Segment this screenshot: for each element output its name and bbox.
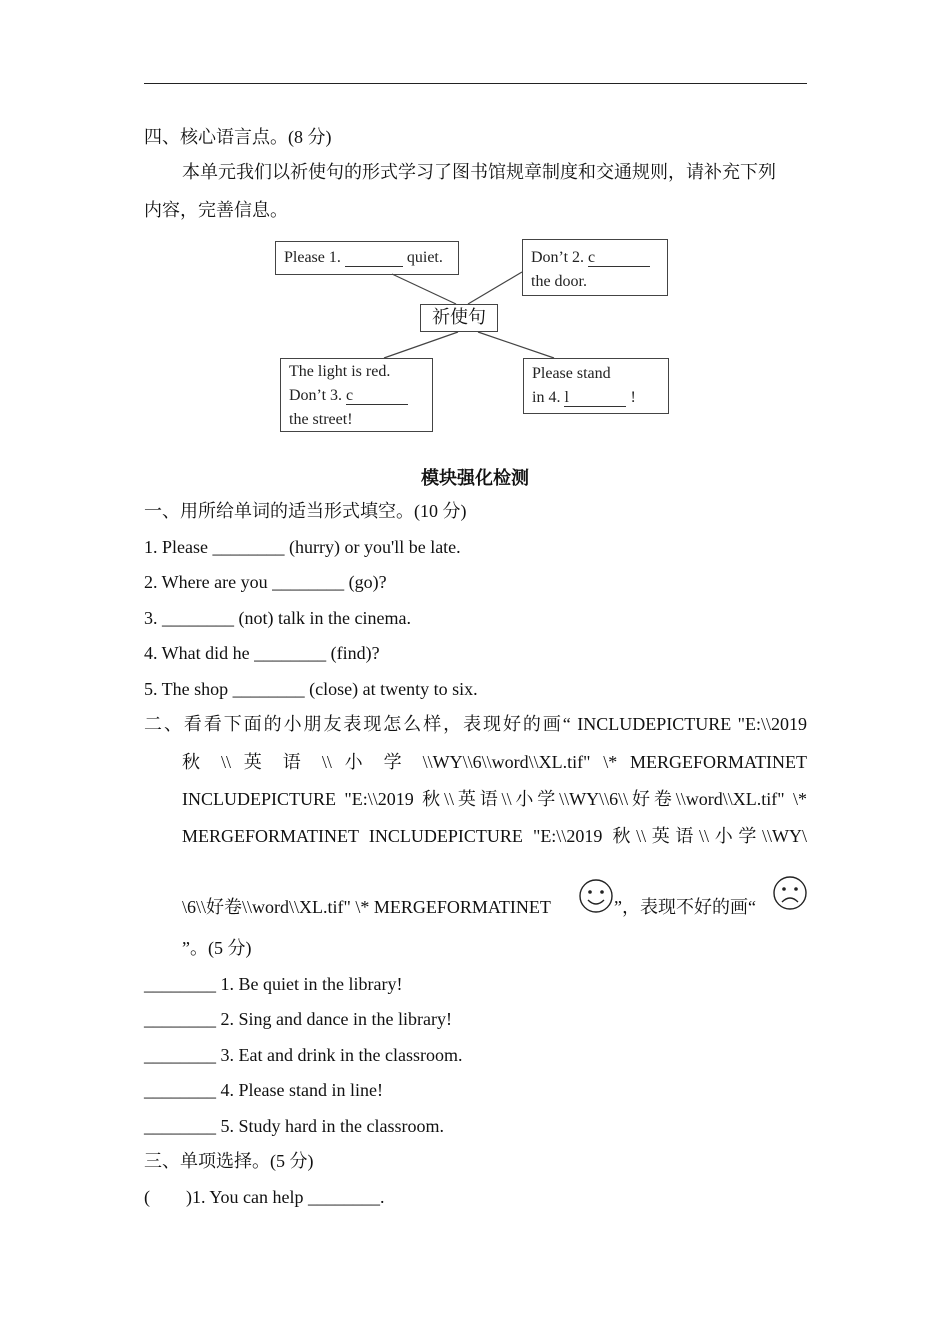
blank-3-letter: c: [346, 387, 354, 404]
part1-item-4: 4. What did he ________ (find)?: [144, 643, 380, 663]
part2-line-5-tail: ”，表现不好的画“: [614, 897, 756, 917]
diagram-box-3: [280, 358, 433, 432]
section4-heading: 四、核心语言点。(8 分): [144, 127, 332, 147]
box3-suffix: the street!: [289, 411, 353, 428]
part3-item-1: ( )1. You can help ________.: [144, 1187, 385, 1207]
diagram-box-2: [522, 239, 668, 296]
section4-intro-line1: 本单元我们以祈使句的形式学习了图书馆规章制度和交通规则，请补充下列: [182, 162, 776, 182]
part2-line-6: ”。(5 分): [182, 938, 252, 958]
box4-suffix: !: [630, 389, 636, 406]
part2-line-2: 秋 \\ 英 语 \\ 小 学 \\WY\\6\\word\\XL.tif" \* MERGEFORMATINET: [182, 752, 807, 772]
blank-4-letter: l: [564, 389, 569, 406]
box2-prefix: Don’t 2.: [531, 249, 585, 266]
sad-face-icon: [772, 875, 808, 911]
part3-heading: 三、单项选择。(5 分): [144, 1151, 314, 1171]
blank-2[interactable]: [588, 250, 650, 267]
box4-line1: Please stand: [532, 365, 611, 382]
box3-prefix: Don’t 3.: [289, 387, 343, 404]
blank-4[interactable]: [564, 390, 626, 407]
part1-heading: 一、用所给单词的适当形式填空。(10 分): [144, 501, 467, 521]
diagram-center-label: 祈使句: [420, 304, 498, 332]
part2-line-3: INCLUDEPICTURE "E:\\2019 秋\\英语\\小学\\WY\\6\\好卷\\word\\XL.tif" \*: [182, 789, 807, 809]
part2-item-1: ________ 1. Be quiet in the library!: [144, 974, 403, 994]
part2-line-5-text: \6\\好卷\\word\\XL.tif" \* MERGEFORMATINET: [182, 897, 551, 917]
connector-line: [384, 332, 458, 358]
box2-suffix: the door.: [531, 273, 587, 290]
diagram-box-1: [275, 241, 459, 275]
header-rule: [144, 83, 807, 84]
part2-item-2: ________ 2. Sing and dance in the library!: [144, 1009, 452, 1029]
connector-line: [468, 272, 522, 304]
part2-item-4: ________ 4. Please stand in line!: [144, 1080, 383, 1100]
box4-prefix: in 4.: [532, 389, 561, 406]
diagram-box-4: [523, 358, 669, 414]
part1-item-1: 1. Please ________ (hurry) or you'll be late.: [144, 537, 461, 557]
part2-line-4: MERGEFORMATINET INCLUDEPICTURE "E:\\2019 秋\\英语\\小学\\WY\: [182, 826, 807, 846]
blank-3[interactable]: [346, 388, 408, 405]
part2-line-5: [182, 878, 808, 920]
connector-line: [478, 332, 554, 358]
part2-item-5: ________ 5. Study hard in the classroom.: [144, 1116, 444, 1136]
blank-2-letter: c: [588, 249, 596, 266]
part2-item-3: ________ 3. Eat and drink in the classroom.: [144, 1045, 463, 1065]
imperative-diagram: [270, 236, 680, 436]
blank-1[interactable]: [345, 250, 403, 267]
part1-item-3: 3. ________ (not) talk in the cinema.: [144, 608, 411, 628]
module-title: 模块强化检测: [421, 468, 529, 488]
box1-suffix: quiet.: [406, 249, 443, 266]
part2-line-1: 二、看看下面的小朋友表现怎么样，表现好的画“ INCLUDEPICTURE "E:\\2019: [144, 714, 807, 734]
part1-item-5: 5. The shop ________ (close) at twenty to six.: [144, 679, 478, 699]
part1-item-2: 2. Where are you ________ (go)?: [144, 572, 387, 592]
section4-intro-line2: 内容，完善信息。: [144, 200, 288, 220]
smiley-face-icon: [578, 878, 614, 914]
connector-line: [392, 274, 456, 304]
box1-prefix: Please 1.: [284, 249, 341, 266]
box3-line1: The light is red.: [289, 363, 391, 380]
